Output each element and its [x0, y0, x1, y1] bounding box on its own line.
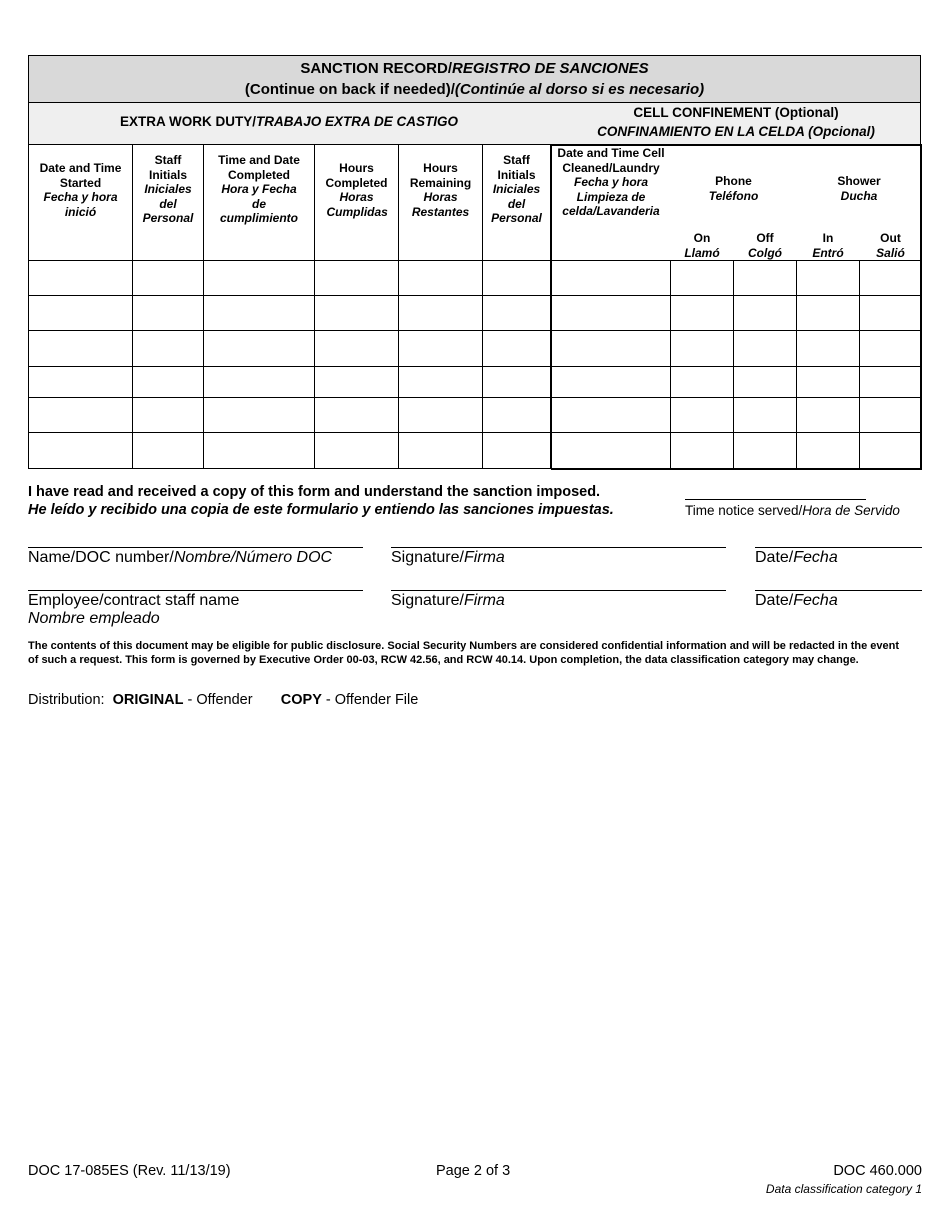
entry-cell[interactable]	[860, 398, 919, 432]
page-number: Page 2 of 3	[436, 1163, 511, 1179]
entry-cell[interactable]	[552, 261, 670, 295]
entry-cell[interactable]	[860, 296, 919, 330]
header-hours-remaining: Hours Remaining Horas Restantes	[409, 161, 472, 219]
entry-cell[interactable]	[860, 367, 919, 397]
entry-cell[interactable]	[552, 331, 670, 366]
entry-cell[interactable]	[734, 331, 796, 366]
entry-cell[interactable]	[29, 398, 132, 432]
header-cell-cleaned: Date and Time Cell Cleaned/Laundry Fecha y hora Limpieza de celda/Lavanderia	[557, 146, 665, 218]
employee-date-label: Date/Fecha	[755, 592, 838, 609]
entry-cell[interactable]	[734, 398, 796, 432]
employee-name-label: Employee/contract staff name Nombre empleado	[28, 592, 240, 627]
entry-cell[interactable]	[315, 331, 398, 366]
rule	[28, 144, 551, 145]
entry-cell[interactable]	[552, 398, 670, 432]
header-shower-in: In Entró	[812, 231, 844, 260]
entry-cell[interactable]	[483, 398, 551, 432]
signature-field[interactable]	[391, 547, 726, 548]
header-staff-initials-2: Staff Initials Iniciales del Personal	[491, 153, 542, 225]
header-phone-off: Off Colgó	[748, 231, 782, 260]
policy-number: DOC 460.000	[833, 1163, 922, 1179]
entry-cell[interactable]	[133, 367, 203, 397]
entry-cell[interactable]	[315, 261, 398, 295]
entry-cell[interactable]	[671, 398, 733, 432]
entry-cell[interactable]	[671, 261, 733, 295]
time-served-field[interactable]	[685, 499, 866, 500]
continue-note: (Continue on back if needed)/(Continúe al dorso si es necesario)	[244, 81, 705, 98]
entry-cell[interactable]	[204, 296, 314, 330]
entry-cell[interactable]	[734, 433, 796, 467]
acknowledgement-es: He leído y recibido una copia de este formulario y entiendo las sanciones impuestas.	[28, 502, 614, 518]
entry-cell[interactable]	[399, 331, 482, 366]
entry-cell[interactable]	[860, 331, 919, 366]
entry-cell[interactable]	[315, 367, 398, 397]
entry-cell[interactable]	[483, 331, 551, 366]
entry-cell[interactable]	[734, 296, 796, 330]
employee-date-field[interactable]	[755, 590, 922, 591]
employee-signature-field[interactable]	[391, 590, 726, 591]
entry-cell[interactable]	[399, 367, 482, 397]
name-doc-field[interactable]	[28, 547, 363, 548]
entry-cell[interactable]	[204, 261, 314, 295]
entry-cell[interactable]	[29, 433, 132, 467]
entry-cell[interactable]	[797, 296, 859, 330]
entry-cell[interactable]	[552, 367, 670, 397]
entry-cell[interactable]	[483, 261, 551, 295]
entry-cell[interactable]	[483, 433, 551, 467]
entry-cell[interactable]	[483, 367, 551, 397]
name-doc-label: Name/DOC number/Nombre/Número DOC	[28, 549, 333, 566]
header-date-started: Date and Time Started Fecha y hora inició	[39, 161, 122, 219]
entry-cell[interactable]	[204, 398, 314, 432]
entry-cell[interactable]	[797, 433, 859, 467]
rule	[551, 468, 922, 470]
header-hours-completed: Hours Completed Horas Cumplidas	[325, 161, 388, 219]
acknowledgement-en: I have read and received a copy of this form and understand the sanction imposed.	[28, 484, 601, 500]
entry-cell[interactable]	[552, 433, 670, 467]
entry-cell[interactable]	[29, 331, 132, 366]
entry-cell[interactable]	[671, 331, 733, 366]
distribution-line: Distribution: ORIGINAL - Offender COPY - Offender File	[28, 692, 419, 708]
entry-cell[interactable]	[797, 331, 859, 366]
entry-cell[interactable]	[483, 296, 551, 330]
entry-cell[interactable]	[29, 296, 132, 330]
extra-work-heading: EXTRA WORK DUTY/TRABAJO EXTRA DE CASTIGO	[119, 114, 458, 129]
entry-cell[interactable]	[797, 261, 859, 295]
entry-cell[interactable]	[29, 367, 132, 397]
entry-cell[interactable]	[133, 398, 203, 432]
entry-cell[interactable]	[315, 433, 398, 467]
entry-cell[interactable]	[671, 433, 733, 467]
entry-cell[interactable]	[315, 296, 398, 330]
header-shower: Shower Ducha	[837, 174, 881, 203]
entry-cell[interactable]	[399, 398, 482, 432]
form-number: DOC 17-085ES (Rev. 11/13/19)	[28, 1163, 231, 1179]
entry-cell[interactable]	[860, 261, 919, 295]
cell-confinement-heading-es: CONFINAMIENTO EN LA CELDA (Opcional)	[597, 124, 875, 139]
entry-cell[interactable]	[671, 296, 733, 330]
disclosure-notice: The contents of this document may be eligible for public disclosure. Social Security Numbers are considered confidential information and will be redacted in the event of such a request. This form is governed by Executive Order 00-03, RCW 42.56, and RCW 40.14. Upon completion, the data classification category may change.	[28, 640, 900, 666]
entry-cell[interactable]	[133, 261, 203, 295]
header-phone-on: On Llamó	[684, 231, 720, 260]
entry-cell[interactable]	[133, 331, 203, 366]
entry-cell[interactable]	[552, 296, 670, 330]
employee-name-field[interactable]	[28, 590, 363, 591]
entry-cell[interactable]	[671, 367, 733, 397]
data-classification: Data classification category 1	[765, 1182, 922, 1196]
header-staff-initials: Staff Initials Iniciales del Personal	[142, 153, 194, 225]
entry-cell[interactable]	[399, 296, 482, 330]
entry-cell[interactable]	[860, 433, 919, 467]
entry-cell[interactable]	[29, 261, 132, 295]
entry-cell[interactable]	[315, 398, 398, 432]
entry-cell[interactable]	[734, 261, 796, 295]
form-title: SANCTION RECORD/REGISTRO DE SANCIONES	[300, 60, 649, 77]
entry-cell[interactable]	[734, 367, 796, 397]
header-time-completed: Time and Date Completed Hora y Fecha de cumplimiento	[218, 153, 300, 225]
entry-cell[interactable]	[204, 433, 314, 467]
date-label: Date/Fecha	[755, 549, 838, 566]
header-shower-out: Out Salió	[876, 231, 905, 260]
entry-cell[interactable]	[204, 331, 314, 366]
employee-signature-label: Signature/Firma	[391, 592, 505, 609]
cell-confinement-heading: CELL CONFINEMENT (Optional)	[633, 105, 839, 120]
entry-cell[interactable]	[133, 433, 203, 467]
date-field[interactable]	[755, 547, 922, 548]
entry-cell[interactable]	[797, 398, 859, 432]
entry-cell[interactable]	[399, 261, 482, 295]
header-phone: Phone Teléfono	[708, 174, 759, 203]
entry-cell[interactable]	[399, 433, 482, 467]
signature-label: Signature/Firma	[391, 549, 505, 566]
time-served-label: Time notice served/Hora de Servido	[685, 503, 900, 518]
entry-cell[interactable]	[797, 367, 859, 397]
entry-cell[interactable]	[204, 367, 314, 397]
entry-cell[interactable]	[133, 296, 203, 330]
